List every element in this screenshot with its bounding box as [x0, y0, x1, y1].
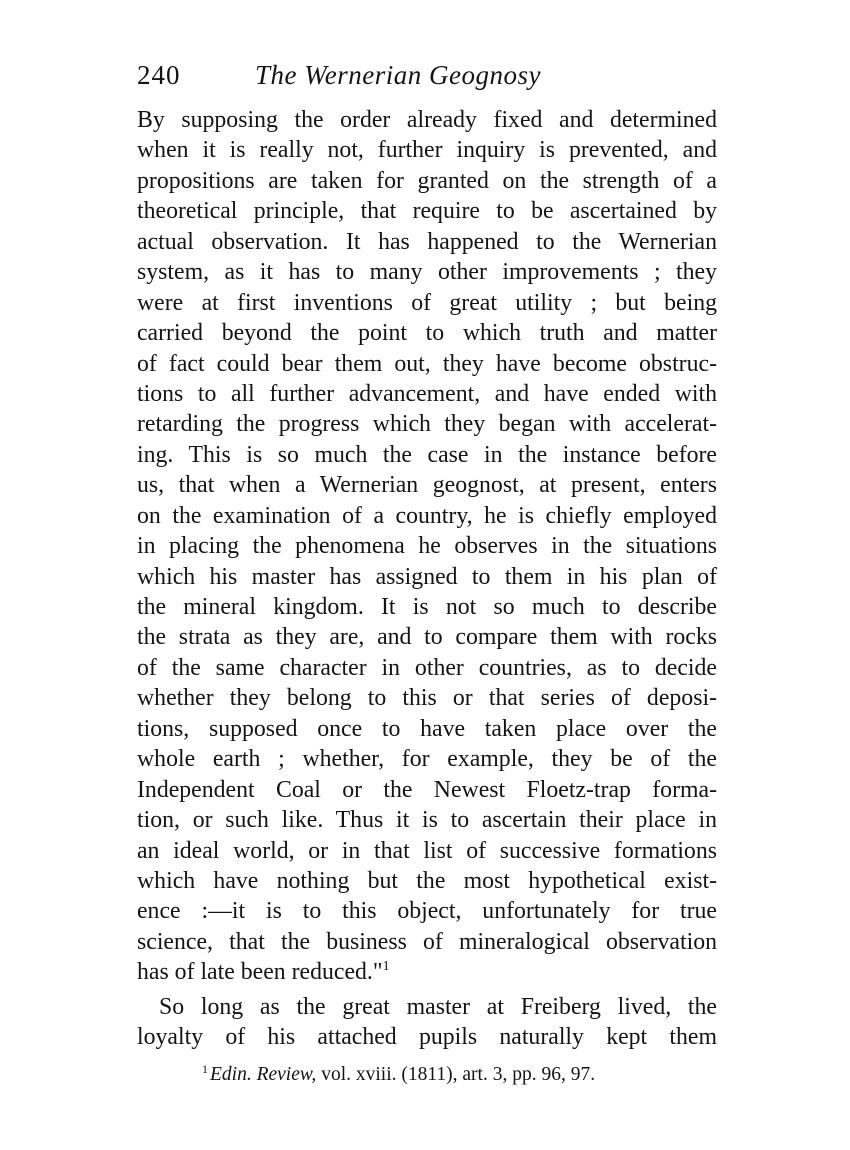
text-line: loyalty of his attached pupils naturally kept them	[137, 1024, 717, 1051]
footnote-details: vol. xviii. (1811), art. 3, pp. 96, 97.	[316, 1064, 596, 1085]
running-title: The Wernerian Geognosy	[255, 60, 541, 90]
footnote-reference: 1	[382, 959, 390, 975]
text-line: ence :—it is to this object, unfortunately for true	[137, 898, 717, 925]
text-line: of the same character in other countries, as to decide	[137, 654, 717, 681]
text-line-content: has of late been reduced."	[137, 959, 383, 986]
text-line: whether they belong to this or that series of deposi-	[137, 685, 717, 712]
footnote-source: Edin. Review,	[210, 1064, 317, 1085]
text-line: were at first inventions of great utility ; but being	[137, 289, 717, 316]
paragraph-2	[137, 992, 717, 1053]
text-line: ing. This is so much the case in the instance before	[137, 441, 717, 468]
text-line: By supposing the order already fixed and determined	[137, 107, 717, 133]
text-line: propositions are taken for granted on the strength of a	[137, 167, 717, 194]
text-line: tions to all further advancement, and have ended with	[137, 380, 717, 407]
text-line-last	[137, 957, 717, 987]
text-line: whole earth ; whether, for example, they be of the	[137, 746, 717, 773]
text-line: retarding the progress which they began with accelerat-	[137, 411, 717, 438]
running-head	[137, 55, 717, 95]
text-line: the mineral kingdom. It is not so much to describe	[137, 594, 717, 620]
text-line: us, that when a Wernerian geognost, at present, enters	[137, 472, 717, 499]
footnote	[202, 1062, 702, 1088]
text-line: on the examination of a country, he is chiefly employed	[137, 502, 717, 529]
text-line: actual observation. It has happened to the Wernerian	[137, 228, 717, 255]
text-line: an ideal world, or in that list of successive formations	[137, 837, 717, 864]
text-line: carried beyond the point to which truth and matter	[137, 320, 717, 347]
text-line: when it is really not, further inquiry is prevented, and	[137, 137, 717, 164]
text-line: Independent Coal or the Newest Floetz-trap forma-	[137, 776, 717, 803]
text-line: system, as it has to many other improvements ; they	[137, 259, 717, 286]
text-line: the strata as they are, and to compare them with rocks	[137, 624, 717, 651]
text-line: science, that the business of mineralogical observation	[137, 928, 717, 955]
text-line: which his master has assigned to them in his plan of	[137, 563, 717, 590]
page-number: 240	[137, 60, 181, 90]
text-line: So long as the great master at Freiberg lived, the	[159, 993, 717, 1020]
text-line: of fact could bear them out, they have become obstruc-	[137, 350, 717, 377]
paragraph-1	[137, 105, 717, 988]
text-line: in placing the phenomena he observes in the situations	[137, 533, 717, 560]
text-line: tions, supposed once to have taken place over the	[137, 715, 717, 742]
text-line: which have nothing but the most hypothetical exist-	[137, 867, 717, 894]
footnote-marker: 1	[202, 1062, 208, 1076]
text-line: theoretical principle, that require to be ascertained by	[137, 198, 717, 225]
body-text	[137, 105, 717, 1053]
text-line: tion, or such like. Thus it is to ascertain their place in	[137, 807, 717, 834]
